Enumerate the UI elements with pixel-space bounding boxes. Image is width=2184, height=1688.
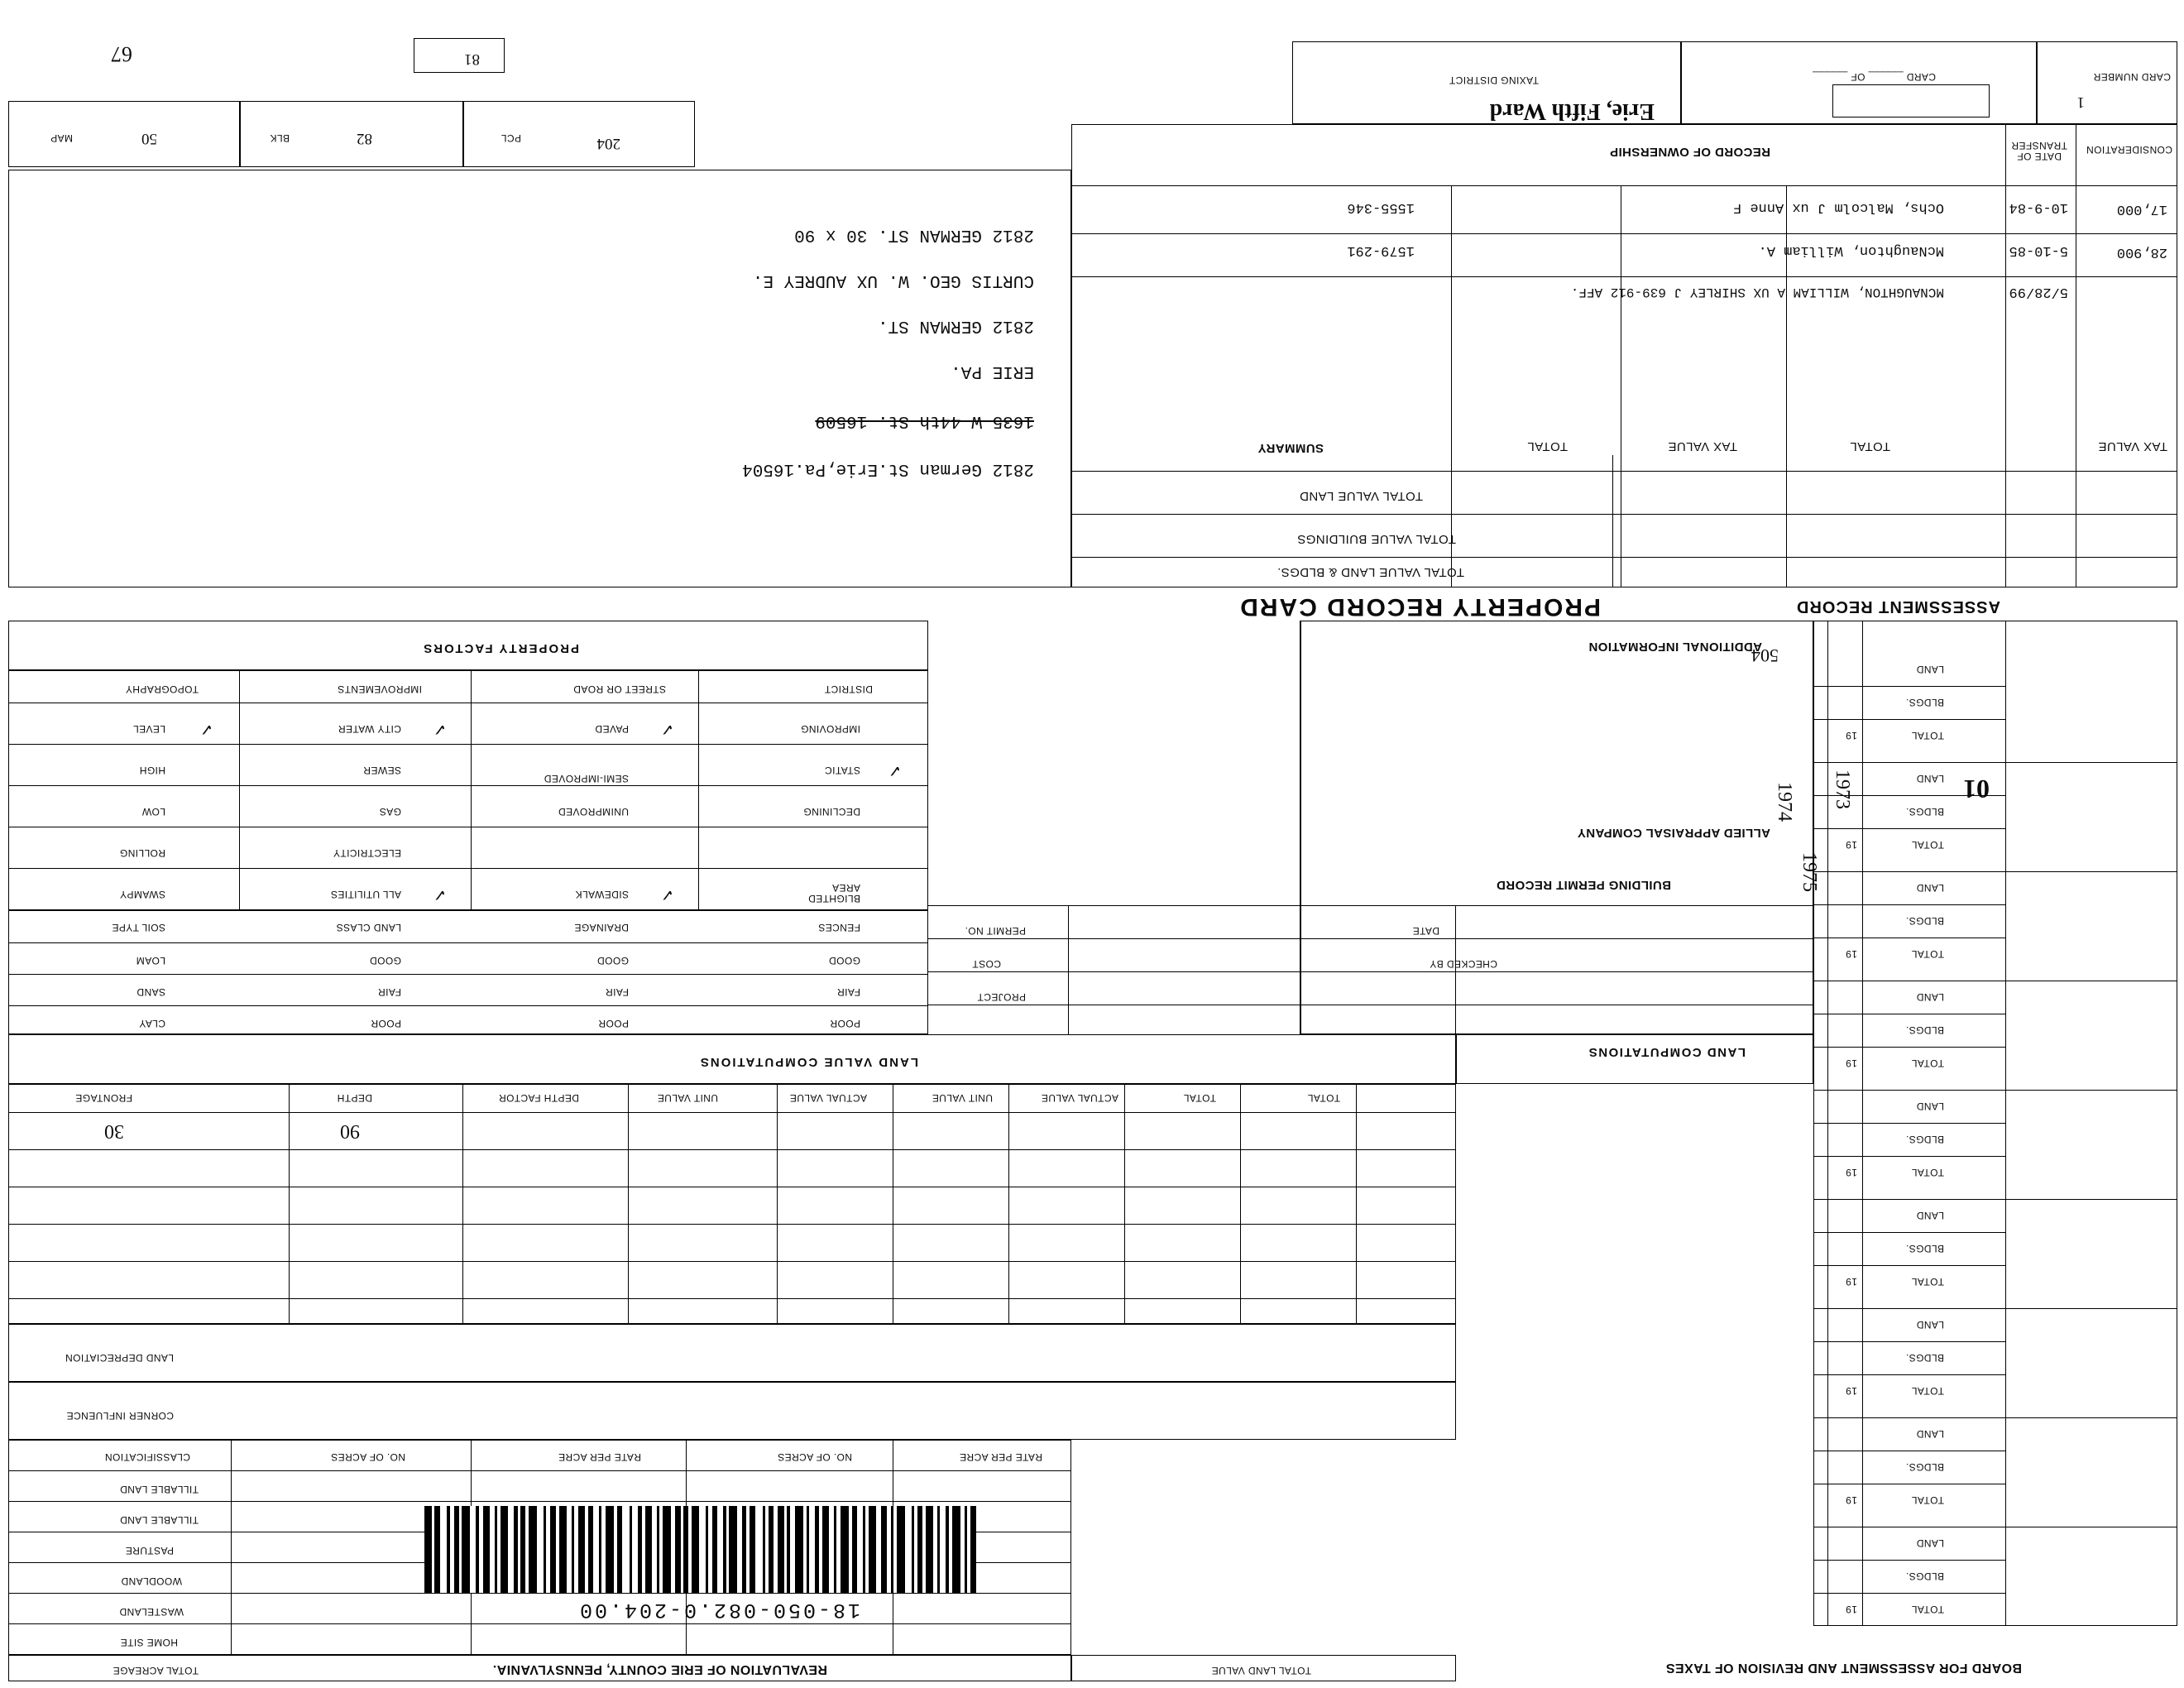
soil-col-type: SOIL TYPE bbox=[112, 922, 165, 933]
bpr-rule-top bbox=[928, 905, 1813, 906]
assessment-row-bldgs-5: BLDGS. bbox=[1905, 1024, 1944, 1036]
assessment-row-total-8: TOTAL bbox=[1911, 730, 1944, 741]
lvc-row-rule-3 bbox=[8, 1224, 1456, 1225]
summary-rule-2 bbox=[1071, 557, 2177, 558]
summary-row-0: TOTAL VALUE LAND bbox=[1299, 489, 1423, 503]
ownership-row-consideration-1: 28,900 bbox=[2116, 244, 2167, 260]
pf-street-sidewalk-check: ✓ bbox=[660, 885, 674, 904]
assessment-year-6: 19 bbox=[1845, 948, 1857, 960]
fences-good: GOOD bbox=[828, 955, 860, 966]
assessment-row-land-6: LAND bbox=[1916, 882, 1944, 894]
pf-topo-high: HIGH bbox=[139, 765, 165, 776]
assessment-row-land-8: LAND bbox=[1916, 664, 1944, 675]
assessment-handwritten-year-0: 1975 bbox=[1798, 852, 1820, 892]
cls-row-woodland: WOODLAND bbox=[121, 1575, 182, 1587]
ownership-row-date-1: 5-10-85 bbox=[2009, 242, 2068, 258]
assessment-row-land-4: LAND bbox=[1916, 1101, 1944, 1112]
bpr-rule-0 bbox=[928, 938, 1813, 939]
cls-rule-5 bbox=[8, 1623, 1071, 1624]
lvc-col-actualvalue-1: ACTUAL VALUE bbox=[789, 1092, 867, 1104]
card-number-box bbox=[2037, 41, 2177, 124]
assessment-row-total-4: TOTAL bbox=[1911, 1167, 1944, 1178]
lvc-col-unitvalue-1: UNIT VALUE bbox=[657, 1092, 718, 1104]
assessment-rule-7a bbox=[1813, 828, 2006, 829]
assessment-year-3: 19 bbox=[1845, 1276, 1857, 1288]
cls-col-acres-2: NO. OF ACRES bbox=[777, 1451, 852, 1463]
pf-vsep-2 bbox=[239, 670, 240, 910]
assessment-row-bldgs-2: BLDGS. bbox=[1905, 1352, 1944, 1364]
drainage-good: GOOD bbox=[596, 955, 629, 966]
assessment-row-bldgs-4: BLDGS. bbox=[1905, 1134, 1944, 1145]
map-label: MAP bbox=[50, 132, 73, 144]
ownership-header-rule bbox=[1071, 185, 2177, 186]
assessment-row-bldgs-1: BLDGS. bbox=[1905, 1461, 1944, 1473]
assessment-rule-5a bbox=[1813, 1047, 2006, 1048]
assessment-year-5: 19 bbox=[1845, 1057, 1857, 1069]
lvc-vsep-8 bbox=[289, 1084, 290, 1324]
summary-taxvalue-label-2: TAX VALUE bbox=[2098, 439, 2167, 453]
assessment-handwritten-year-1: 1974 bbox=[1774, 782, 1795, 822]
pf-street-paved-check: ✓ bbox=[660, 720, 674, 738]
cls-header-rule bbox=[8, 1470, 1071, 1471]
soil-header-rule bbox=[8, 942, 928, 943]
assessment-rule-1c bbox=[1813, 1417, 2177, 1418]
ownership-row-deed-1: 1579-291 bbox=[1347, 242, 1415, 258]
assessment-row-land-3: LAND bbox=[1916, 1210, 1944, 1221]
bpr-col-date: DATE bbox=[1412, 925, 1439, 937]
assessment-year-2: 19 bbox=[1845, 1385, 1857, 1397]
assessment-year-7: 19 bbox=[1845, 839, 1857, 851]
assessment-rule-6c bbox=[1813, 871, 2177, 872]
ownership-col-sep-5 bbox=[1451, 186, 1452, 587]
cls-row-pasture: PASTURE bbox=[125, 1545, 174, 1556]
summary-title: SUMMARY bbox=[1257, 441, 1324, 455]
additional-information-title: ADDITIONAL INFORMATION bbox=[1588, 640, 1762, 654]
landclass-fair: FAIR bbox=[377, 986, 401, 998]
assessment-rule-3b bbox=[1813, 1232, 2006, 1233]
pf-street-unimproved: UNIMPROVED bbox=[558, 806, 629, 818]
taxing-district-label: TAXING DISTRICT bbox=[1449, 74, 1539, 86]
ownership-rule-a bbox=[1071, 276, 2177, 277]
assessment-rule-8b bbox=[1813, 686, 2006, 687]
property-factors-title: PROPERTY FACTORS bbox=[422, 641, 579, 655]
bpr-vsep-0 bbox=[1455, 906, 1456, 1034]
address-line1: 2812 GERMAN ST. 30 x 90 bbox=[794, 225, 1034, 244]
ownership-row-date-0: 10-9-84 bbox=[2009, 199, 2068, 215]
building-permit-record-title: BUILDING PERMIT RECORD bbox=[1496, 878, 1671, 892]
assessment-handwritten-mark-0: 01 bbox=[1963, 774, 1990, 804]
pf-topo-swampy: SWAMPY bbox=[119, 889, 165, 900]
cls-vsep-0 bbox=[231, 1440, 232, 1655]
lvc-depth-value: 90 bbox=[340, 1120, 360, 1142]
assessment-rule-3c bbox=[1813, 1199, 2177, 1200]
assessment-row-total-3: TOTAL bbox=[1911, 1276, 1944, 1288]
assessment-rule-3a bbox=[1813, 1265, 2006, 1266]
assessment-row-land-7: LAND bbox=[1916, 773, 1944, 784]
cls-rule-4 bbox=[8, 1593, 1071, 1594]
pf-district-improving: IMPROVING bbox=[800, 723, 860, 735]
pf-street-sidewalk: SIDEWALK bbox=[575, 889, 629, 900]
address-line4: ERIE PA. bbox=[951, 362, 1034, 381]
pf-district-declining: DECLINING bbox=[803, 806, 860, 818]
assessment-row-bldgs-3: BLDGS. bbox=[1905, 1243, 1944, 1254]
soil-type-sand: SAND bbox=[136, 986, 165, 998]
bpr-col-cost: COST bbox=[972, 958, 1001, 970]
assessment-rule-0a bbox=[1813, 1593, 2006, 1594]
pf-imp-citywater-check: ✓ bbox=[433, 720, 447, 738]
summary-vsep-0 bbox=[1612, 455, 1613, 587]
cls-row-wasteland: WASTELAND bbox=[119, 1606, 184, 1618]
lvc-row-rule-1 bbox=[8, 1149, 1456, 1150]
ownership-row-date-2: 5/28/99 bbox=[2009, 284, 2068, 300]
summary-total-label-1: TOTAL bbox=[1527, 439, 1568, 453]
assessment-row-total-6: TOTAL bbox=[1911, 948, 1944, 960]
soil-rule-2 bbox=[8, 1005, 928, 1006]
lvc-col-unitvalue-2: UNIT VALUE bbox=[932, 1092, 993, 1104]
ownership-rule-b bbox=[1071, 233, 2177, 234]
pf-rule-4 bbox=[8, 868, 928, 869]
bpr-vsep-2 bbox=[1068, 906, 1069, 1034]
lvc-vsep-2 bbox=[1124, 1084, 1125, 1324]
assessment-rule-2a bbox=[1813, 1374, 2006, 1375]
assessment-year-1: 19 bbox=[1845, 1494, 1857, 1506]
assessment-row-land-2: LAND bbox=[1916, 1319, 1944, 1331]
pf-rule-2 bbox=[8, 785, 928, 786]
fences-poor: POOR bbox=[830, 1018, 860, 1029]
header-right: REVALUATION OF ERIE COUNTY, PENNSYLVANIA. bbox=[492, 1662, 827, 1676]
cls-rule-1 bbox=[8, 1501, 1071, 1502]
map-value: 50 bbox=[141, 130, 157, 147]
ownership-row-consideration-0: 17,000 bbox=[2116, 201, 2167, 217]
drainage-fair: FAIR bbox=[605, 986, 629, 998]
pf-topo-low: LOW bbox=[141, 806, 165, 818]
land-value-computations-title: LAND VALUE COMPUTATIONS bbox=[698, 1055, 918, 1069]
map-box bbox=[8, 101, 240, 167]
land-computations-box bbox=[1456, 1034, 1813, 1084]
pf-vsep-1 bbox=[471, 670, 472, 910]
pcl-label: PCL bbox=[500, 132, 521, 144]
assessment-row-bldgs-8: BLDGS. bbox=[1905, 697, 1944, 708]
property-factors-grid bbox=[8, 670, 928, 910]
lvc-col-frontage: FRONTAGE bbox=[75, 1092, 132, 1104]
assessment-rule-8a bbox=[1813, 719, 2006, 720]
lvc-vsep-3 bbox=[1008, 1084, 1009, 1324]
assessment-rule-4a bbox=[1813, 1156, 2006, 1157]
pf-topo-level-check: ✓ bbox=[199, 720, 213, 738]
blk-label: BLK bbox=[270, 132, 290, 144]
ownership-col-sep-1 bbox=[2005, 124, 2006, 587]
pcl-box bbox=[463, 101, 695, 167]
pf-imp-gas: GAS bbox=[379, 806, 401, 818]
assessment-rule-7c bbox=[1813, 762, 2177, 763]
header-left: BOARD FOR ASSESSMENT AND REVISION OF TAXES bbox=[1665, 1661, 2022, 1675]
assessment-rule-2b bbox=[1813, 1341, 2006, 1342]
assessment-rule-0b bbox=[1813, 1560, 2006, 1561]
pf-vsep-0 bbox=[698, 670, 699, 910]
total-land-value-label: TOTAL LAND VALUE bbox=[1211, 1665, 1311, 1676]
parcel-barcode bbox=[331, 1506, 976, 1593]
lvc-row-rule-5 bbox=[8, 1298, 1456, 1299]
pf-col-street: STREET OR ROAD bbox=[572, 683, 666, 695]
summary-rule-1 bbox=[1071, 514, 2177, 515]
assessment-rule-2c bbox=[1813, 1308, 2177, 1309]
drainage-poor: POOR bbox=[598, 1018, 629, 1029]
pf-col-district: DISTRICT bbox=[824, 683, 873, 695]
page-stamp-box bbox=[414, 38, 505, 73]
ownership-table bbox=[1071, 124, 2177, 587]
ownership-row-deed-0: 1555-346 bbox=[1347, 199, 1415, 215]
assessment-row-total-0: TOTAL bbox=[1911, 1604, 1944, 1615]
lvc-col-depthfactor: DEPTH FACTOR bbox=[498, 1092, 579, 1104]
address-line3: 2812 GERMAN ST. bbox=[877, 316, 1034, 335]
card-of-label: CARD ______ OF ______ bbox=[1812, 71, 1936, 83]
ownership-row-name-2: MCNAUGHTON, WILLIAM A UX SHIRLEY J 639-912 AFF. bbox=[1570, 285, 1944, 300]
corner-influence-box bbox=[8, 1382, 1456, 1440]
blk-value: 82 bbox=[357, 130, 372, 147]
assessment-handwritten-year-2: 1973 bbox=[1832, 770, 1853, 809]
cls-row-tillable-2: TILLABLE LAND bbox=[119, 1514, 199, 1526]
ownership-row-name-0: Ochs, Malcolm J ux Anne F bbox=[1732, 199, 1944, 215]
lvc-col-actualvalue-2: ACTUAL VALUE bbox=[1041, 1092, 1118, 1104]
parcel-id: 18-050-082.0-204.00 bbox=[577, 1598, 860, 1622]
lvc-col-total-2: TOTAL bbox=[1307, 1092, 1340, 1104]
pf-street-paved: PAVED bbox=[595, 723, 629, 735]
assessment-row-total-7: TOTAL bbox=[1911, 839, 1944, 851]
soil-type-loam: LOAM bbox=[136, 955, 165, 966]
pf-imp-citywater: CITY WATER bbox=[338, 723, 401, 735]
ownership-row-name-1: McNaughton, William A. bbox=[1758, 242, 1944, 258]
ownership-title: RECORD OF OWNERSHIP bbox=[1609, 145, 1770, 159]
assessment-row-land-0: LAND bbox=[1916, 1537, 1944, 1549]
land-depreciation-label: LAND DEPRECIATION bbox=[65, 1352, 174, 1364]
soil-col-fences: FENCES bbox=[817, 922, 860, 933]
bpr-col-checked: CHECKED BY bbox=[1429, 958, 1497, 970]
card-of-inner bbox=[1832, 84, 1990, 117]
bpr-col-permit: PERMIT NO. bbox=[965, 925, 1026, 937]
pf-topo-level: LEVEL bbox=[132, 723, 165, 735]
total-acreage-label: TOTAL ACREAGE bbox=[113, 1665, 199, 1676]
pf-district-static: STATIC bbox=[824, 765, 860, 776]
land-depreciation-box bbox=[8, 1324, 1456, 1382]
assessment-year-4: 19 bbox=[1845, 1167, 1857, 1178]
pf-street-semi: SEMI-IMPROVED bbox=[544, 773, 629, 784]
soil-col-drainage: DRAINAGE bbox=[574, 922, 629, 933]
bpr-col-project: PROJECT bbox=[977, 991, 1026, 1003]
page-stamp: 81 bbox=[464, 50, 480, 68]
lvc-vsep-6 bbox=[628, 1084, 629, 1324]
assessment-record-title: ASSESSMENT RECORD bbox=[1795, 597, 2000, 616]
assessment-rule-4b bbox=[1813, 1123, 2006, 1124]
lvc-vsep-5 bbox=[777, 1084, 778, 1324]
lvc-vsep-1 bbox=[1240, 1084, 1241, 1324]
assessment-year-8: 19 bbox=[1845, 730, 1857, 741]
lvc-grid bbox=[8, 1084, 1456, 1324]
pf-imp-allutilities: ALL UTILITIES bbox=[330, 889, 401, 900]
summary-total-label-2: TOTAL bbox=[1850, 439, 1890, 453]
soil-type-clay: CLAY bbox=[138, 1018, 165, 1029]
bpr-rule-1 bbox=[928, 971, 1813, 972]
summary-row-2: TOTAL VALUE LAND & BLDGS. bbox=[1276, 565, 1464, 579]
assessment-row-bldgs-7: BLDGS. bbox=[1905, 806, 1944, 818]
cls-row-homesite: HOME SITE bbox=[120, 1637, 178, 1648]
pcl-value: 204 bbox=[596, 135, 620, 152]
assessment-rule-4c bbox=[1813, 1090, 2177, 1091]
lvc-frontage-value: 30 bbox=[104, 1120, 124, 1142]
cls-col-acres-1: NO. OF ACRES bbox=[330, 1451, 405, 1463]
cls-col-rate-2: RATE PER ACRE bbox=[959, 1451, 1042, 1463]
summary-row-1: TOTAL VALUE BUILDINGS bbox=[1296, 532, 1456, 546]
cls-row-tillable-1: TILLABLE LAND bbox=[119, 1484, 199, 1495]
pf-imp-allutilities-check: ✓ bbox=[433, 885, 447, 904]
address-line2: CURTIS GEO. W. UX AUDREY E. bbox=[752, 271, 1034, 290]
cls-col-rate-1: RATE PER ACRE bbox=[558, 1451, 641, 1463]
pf-topo-rolling: ROLLING bbox=[119, 847, 165, 859]
assessment-row-land-5: LAND bbox=[1916, 991, 1944, 1003]
ownership-consideration-label: CONSIDERATION bbox=[2086, 144, 2172, 156]
page-title: PROPERTY RECORD CARD bbox=[1238, 593, 1601, 621]
summary-taxvalue-label-1: TAX VALUE bbox=[1668, 439, 1737, 453]
soil-col-landclass: LAND CLASS bbox=[336, 922, 401, 933]
assessment-handwritten-mark-1: 504 bbox=[1751, 645, 1779, 666]
corner-influence-label: CORNER INFLUENCE bbox=[66, 1410, 174, 1422]
page-number: 67 bbox=[111, 42, 132, 66]
soil-rule-1 bbox=[8, 974, 928, 975]
taxing-district-value: Erie, Fifth Ward bbox=[1489, 98, 1655, 124]
lvc-col-total-1: TOTAL bbox=[1183, 1092, 1216, 1104]
ownership-date-label: DATE OF TRANSFER bbox=[2011, 140, 2067, 162]
assessment-row-bldgs-6: BLDGS. bbox=[1905, 915, 1944, 927]
pf-imp-sewer: SEWER bbox=[362, 765, 401, 776]
lvc-vsep-0 bbox=[1356, 1084, 1357, 1324]
assessment-row-total-1: TOTAL bbox=[1911, 1494, 1944, 1506]
summary-rule-0 bbox=[1071, 471, 2177, 472]
pf-col-improvements: IMPROVEMENTS bbox=[337, 683, 422, 695]
assessment-rule-6b bbox=[1813, 904, 2006, 905]
fences-fair: FAIR bbox=[836, 986, 860, 998]
assessment-year-0: 19 bbox=[1845, 1604, 1857, 1615]
classification-label: CLASSIFICATION bbox=[104, 1451, 190, 1463]
lvc-vsep-7 bbox=[462, 1084, 463, 1324]
land-computations-label: LAND COMPUTATIONS bbox=[1588, 1045, 1746, 1059]
pf-rule-1 bbox=[8, 744, 928, 745]
lvc-header-rule bbox=[8, 1112, 1456, 1113]
pf-district-blighted: BLIGHTED AREA bbox=[807, 882, 860, 904]
pf-col-topography: TOPOGRAPHY bbox=[125, 683, 199, 695]
landclass-good: GOOD bbox=[369, 955, 401, 966]
landclass-poor: POOR bbox=[371, 1018, 401, 1029]
address-line6: 2812 German St.Erie,Pa.16504 bbox=[742, 459, 1034, 478]
assessment-row-land-1: LAND bbox=[1916, 1428, 1944, 1440]
pf-imp-electricity: ELECTRICITY bbox=[333, 847, 401, 859]
appraisal-company: ALLIED APPRAISAL COMPANY bbox=[1577, 826, 1770, 840]
assessment-row-bldgs-0: BLDGS. bbox=[1905, 1571, 1944, 1582]
address-line5-struck: 1635 W 44th St. 16509 bbox=[815, 411, 1034, 430]
pf-district-static-check: ✓ bbox=[888, 761, 902, 779]
lvc-row-rule-4 bbox=[8, 1261, 1456, 1262]
assessment-row-total-2: TOTAL bbox=[1911, 1385, 1944, 1397]
card-number-value: 1 bbox=[2076, 94, 2085, 111]
card-number-label: CARD NUMBER bbox=[2093, 71, 2171, 83]
lvc-col-depth: DEPTH bbox=[337, 1092, 372, 1104]
assessment-row-total-5: TOTAL bbox=[1911, 1057, 1944, 1069]
